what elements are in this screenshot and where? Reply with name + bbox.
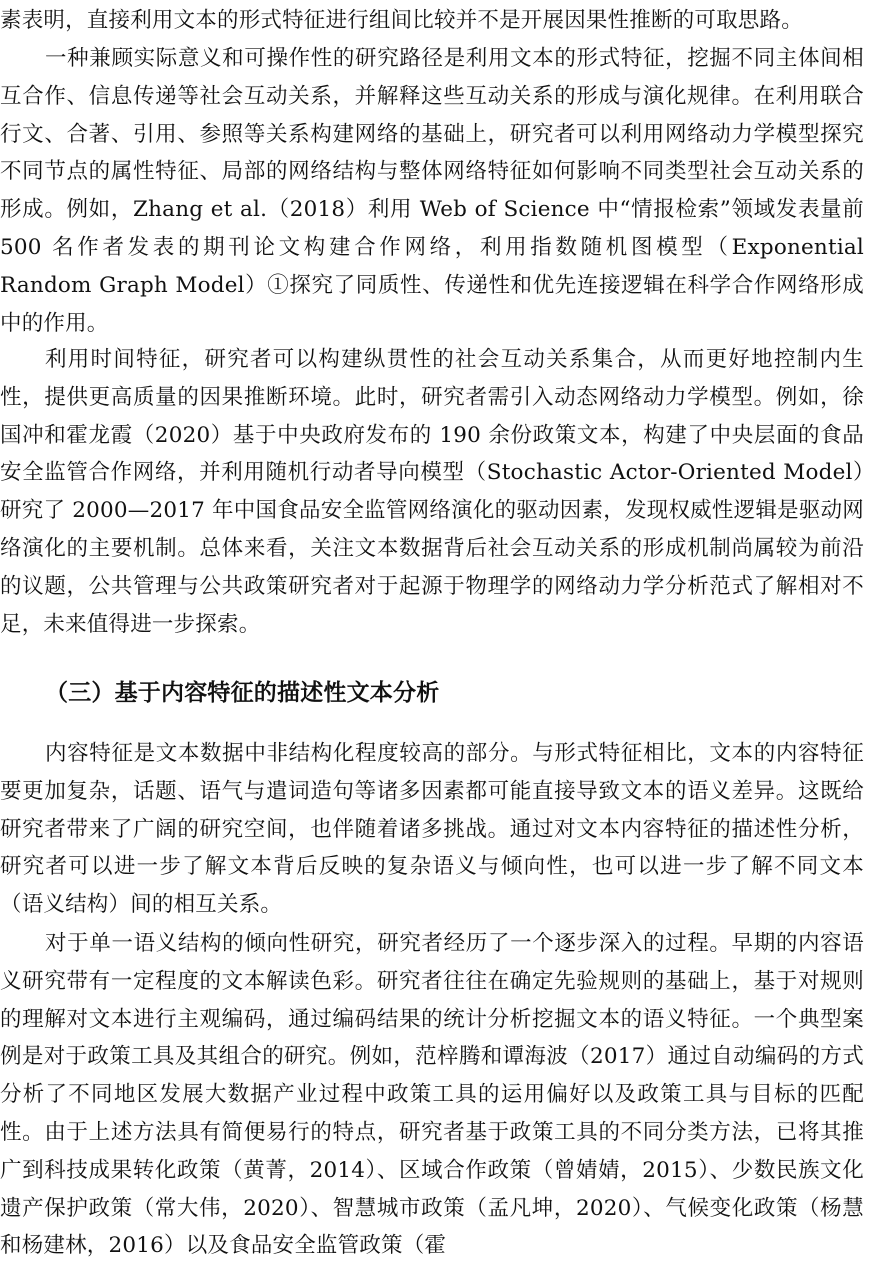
paragraph-content-features: 内容特征是文本数据中非结构化程度较高的部分。与形式特征相比，文本的内容特征要更加复杂，话题、语气与遣词造句等诸多因素都可能直接导致文本的语义差异。这既给研究者带来了广阔的研究空间，也伴随着诸多挑战。通过对文本内容特征的描述性分析，研究者可以进一步了解文本背后反映的复杂语义与倾向性，也可以进一步了解不同文本（语义结构）间的相互关系。 xyxy=(0,741,864,918)
section-heading: （三）基于内容特征的描述性文本分析 xyxy=(45,680,440,706)
paragraph-semantic-structure: 对于单一语义结构的倾向性研究，研究者经历了一个逐步深入的过程。早期的内容语义研究带有一定程度的文本解读色彩。研究者往往在确定先验规则的基础上，基于对规则的理解对文本进行主观编码，通过编码结果的统计分析挖掘文本的语义特征。一个典型案例是对于政策工具及其组合的研究。例如，范梓腾和谭海波（2017）通过自动编码的方式分析了不同地区发展大数据产业过程中政策工具的运用偏好以及政策工具与目标的匹配性。由于上述方法具有简便易行的特点，研究者基于政策工具的不同分类方法，已将其推广到科技成果转化政策（黄菁，2014）、区域合作政策（曾婧婧，2015）、少数民族文化遗产保护政策（常大伟，2020）、智慧城市政策（孟凡坤，2020）、气候变化政策（杨慧和杨建林，2016）以及食品安全监管政策（霍 xyxy=(0,931,864,1259)
paragraph-network-formation: 一种兼顾实际意义和可操作性的研究路径是利用文本的形式特征，挖掘不同主体间相互合作、信息传递等社会互动关系，并解释这些互动关系的形成与演化规律。在利用联合行文、合著、引用、参照等关系构建网络的基础上，研究者可以利用网络动力学模型探究不同节点的属性特征、局部的网络结构与整体网络特征如何影响不同类型社会互动关系的形成。例如，Zhang et al.（2018）利用 Web of Science 中“情报检索”领域发表量前 500 名作者发表的期刊论文构建合作网络，利用指数随机图模型（Exponential Random Graph Model）①探究了同质性、传递性和优先连接逻辑在科学合作网络形成中的作用。 xyxy=(0,46,864,336)
paragraph-continuation: 素表明，直接利用文本的形式特征进行组间比较并不是开展因果性推断的可取思路。 xyxy=(0,8,803,33)
paragraph-temporal-features: 利用时间特征，研究者可以构建纵贯性的社会互动关系集合，从而更好地控制内生性，提供更高质量的因果推断环境。此时，研究者需引入动态网络动力学模型。例如，徐国冲和霍龙霞（2020）基于中央政府发布的 190 余份政策文本，构建了中央层面的食品安全监管合作网络，并利用随机行动者导向模型（Stochastic Actor-Oriented Model）研究了 2000—2017 年中国食品安全监管网络演化的驱动因素，发现权威性逻辑是驱动网络演化的主要机制。总体来看，关注文本数据背后社会互动关系的形成机制尚属较为前沿的议题，公共管理与公共政策研究者对于起源于物理学的网络动力学分析范式了解相对不足，未来值得进一步探索。 xyxy=(0,347,864,637)
